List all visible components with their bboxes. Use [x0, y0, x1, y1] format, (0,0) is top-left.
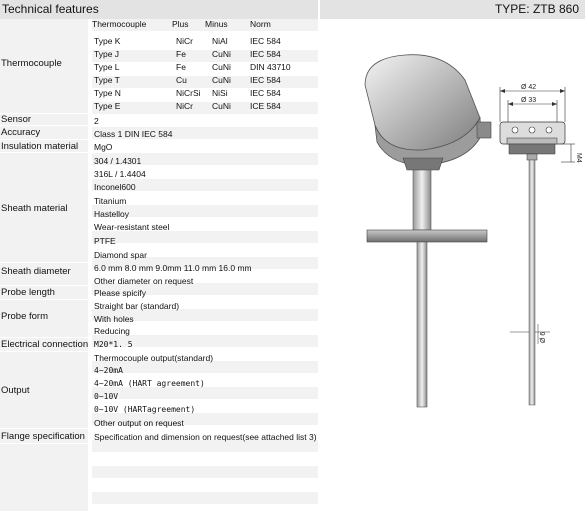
- electrical-connection-value: M20*1. 5: [94, 340, 133, 349]
- product-type: TYPE: ZTB 860: [494, 2, 579, 16]
- label-sensor: Sensor: [1, 114, 32, 125]
- col-header-thermocouple: Thermocouple: [92, 19, 147, 29]
- label-output: Output: [1, 385, 30, 396]
- output-item: 4~20mA: [94, 366, 123, 375]
- tc-minus: CuNi: [212, 101, 231, 111]
- dim-tip-label: Ø 6: [540, 331, 547, 343]
- sheath-material-item: Wear-resistant steel: [94, 222, 170, 232]
- sheath-material-item: 304 / 1.4301: [94, 156, 142, 166]
- row-divider: [0, 125, 88, 126]
- accuracy-value: Class 1 DIN IEC 584: [94, 129, 173, 139]
- tc-norm: IEC 584: [250, 88, 281, 98]
- tc-plus: Cu: [176, 75, 187, 85]
- output-item: 0~10V: [94, 392, 119, 401]
- row-divider: [0, 152, 88, 153]
- row-divider: [0, 351, 88, 352]
- output-item: Thermocouple output(standard): [94, 353, 214, 363]
- probe-form-item: With holes: [94, 314, 134, 324]
- tc-type: Type L: [94, 62, 120, 72]
- tc-type: Type J: [94, 49, 120, 59]
- sheath-material-item: 316L / 1.4404: [94, 169, 146, 179]
- tc-minus: CuNi: [212, 49, 231, 59]
- tc-plus: Fe: [176, 62, 186, 72]
- row-divider: [0, 337, 88, 338]
- label-sheath-diameter: Sheath diameter: [1, 266, 71, 277]
- tc-type: Type N: [94, 88, 121, 98]
- tc-minus: CuNi: [212, 75, 231, 85]
- probe-form-item: Reducing: [94, 326, 130, 336]
- row-divider: [0, 139, 88, 140]
- terminal-block: [500, 122, 565, 160]
- tc-norm: IEC 584: [250, 49, 281, 59]
- tc-plus: Fe: [176, 49, 186, 59]
- col-header-plus: Plus: [172, 19, 189, 29]
- label-insulation: Insulation material: [1, 141, 79, 152]
- tc-minus: CuNi: [212, 62, 231, 72]
- label-sheath-material: Sheath material: [1, 203, 68, 214]
- sheath-material-item: Titanium: [94, 196, 127, 206]
- row-divider: [0, 262, 88, 263]
- band: [92, 102, 318, 114]
- row-divider: [0, 428, 88, 429]
- col-header-norm: Norm: [250, 19, 271, 29]
- dim-outer-label: Ø 42: [521, 84, 537, 91]
- sheath-side-view: [529, 160, 535, 405]
- probe-length-value: Please spicify: [94, 288, 146, 298]
- tc-plus: NiCrSi: [176, 88, 201, 98]
- sheath-rod: [417, 242, 427, 407]
- sheath-material-item: Hastelloy: [94, 209, 129, 219]
- label-probe-form: Probe form: [1, 311, 48, 322]
- probe-form-item: Straight bar (standard): [94, 301, 180, 311]
- dim-inner-label: Ø 33: [521, 97, 537, 104]
- label-flange: Flange specification: [1, 431, 85, 442]
- tc-type: Type E: [94, 101, 121, 111]
- row-divider: [0, 443, 88, 444]
- sheath-material-item: Diamond spar: [94, 250, 147, 260]
- row-divider: [0, 299, 88, 300]
- row-divider: [0, 285, 88, 286]
- label-probe-length: Probe length: [1, 287, 55, 298]
- tc-plus: NiCr: [176, 36, 193, 46]
- tc-norm: IEC 584: [250, 36, 281, 46]
- band: [92, 76, 318, 88]
- tc-minus: NiAl: [212, 36, 228, 46]
- label-thermocouple: Thermocouple: [1, 58, 62, 69]
- tc-minus: NiSi: [212, 88, 228, 98]
- tc-plus: NiCr: [176, 101, 193, 111]
- tc-type: Type T: [94, 75, 120, 85]
- flange: [367, 230, 487, 242]
- tc-norm: ICE 584: [250, 101, 281, 111]
- label-accuracy: Accuracy: [1, 127, 41, 138]
- sheath-diameter-other: Other diameter on request: [94, 276, 194, 286]
- flange-value: Specification and dimension on request(see attached list 3): [94, 432, 317, 442]
- output-item: 0~10V (HARTagreement): [94, 405, 196, 414]
- tc-norm: IEC 584: [250, 75, 281, 85]
- connection-head: [365, 55, 491, 170]
- sheath-material-item: Inconel600: [94, 182, 136, 192]
- page-title: Technical features: [2, 2, 99, 16]
- thermocouple-drawing: [345, 40, 580, 420]
- label-electrical-connection: Electrical connection: [1, 339, 89, 350]
- band: [92, 466, 318, 478]
- neck-tube: [413, 170, 431, 230]
- sheath-diameter-list: 6.0 mm 8.0 mm 9.0mm 11.0 mm 16.0 mm: [94, 263, 252, 273]
- output-item: 4~20mA (HART agreement): [94, 379, 205, 388]
- insulation-value: MgO: [94, 142, 113, 152]
- col-header-minus: Minus: [205, 19, 228, 29]
- output-item: Other output on request: [94, 418, 184, 428]
- dim-thread-label: M4: [575, 153, 582, 163]
- header-bar: [0, 0, 585, 19]
- tc-norm: DIN 43710: [250, 62, 291, 72]
- tc-type: Type K: [94, 36, 121, 46]
- sheath-material-item: PTFE: [94, 236, 116, 246]
- band: [92, 492, 318, 504]
- header-separator: [318, 0, 320, 19]
- sensor-value: 2: [94, 116, 99, 126]
